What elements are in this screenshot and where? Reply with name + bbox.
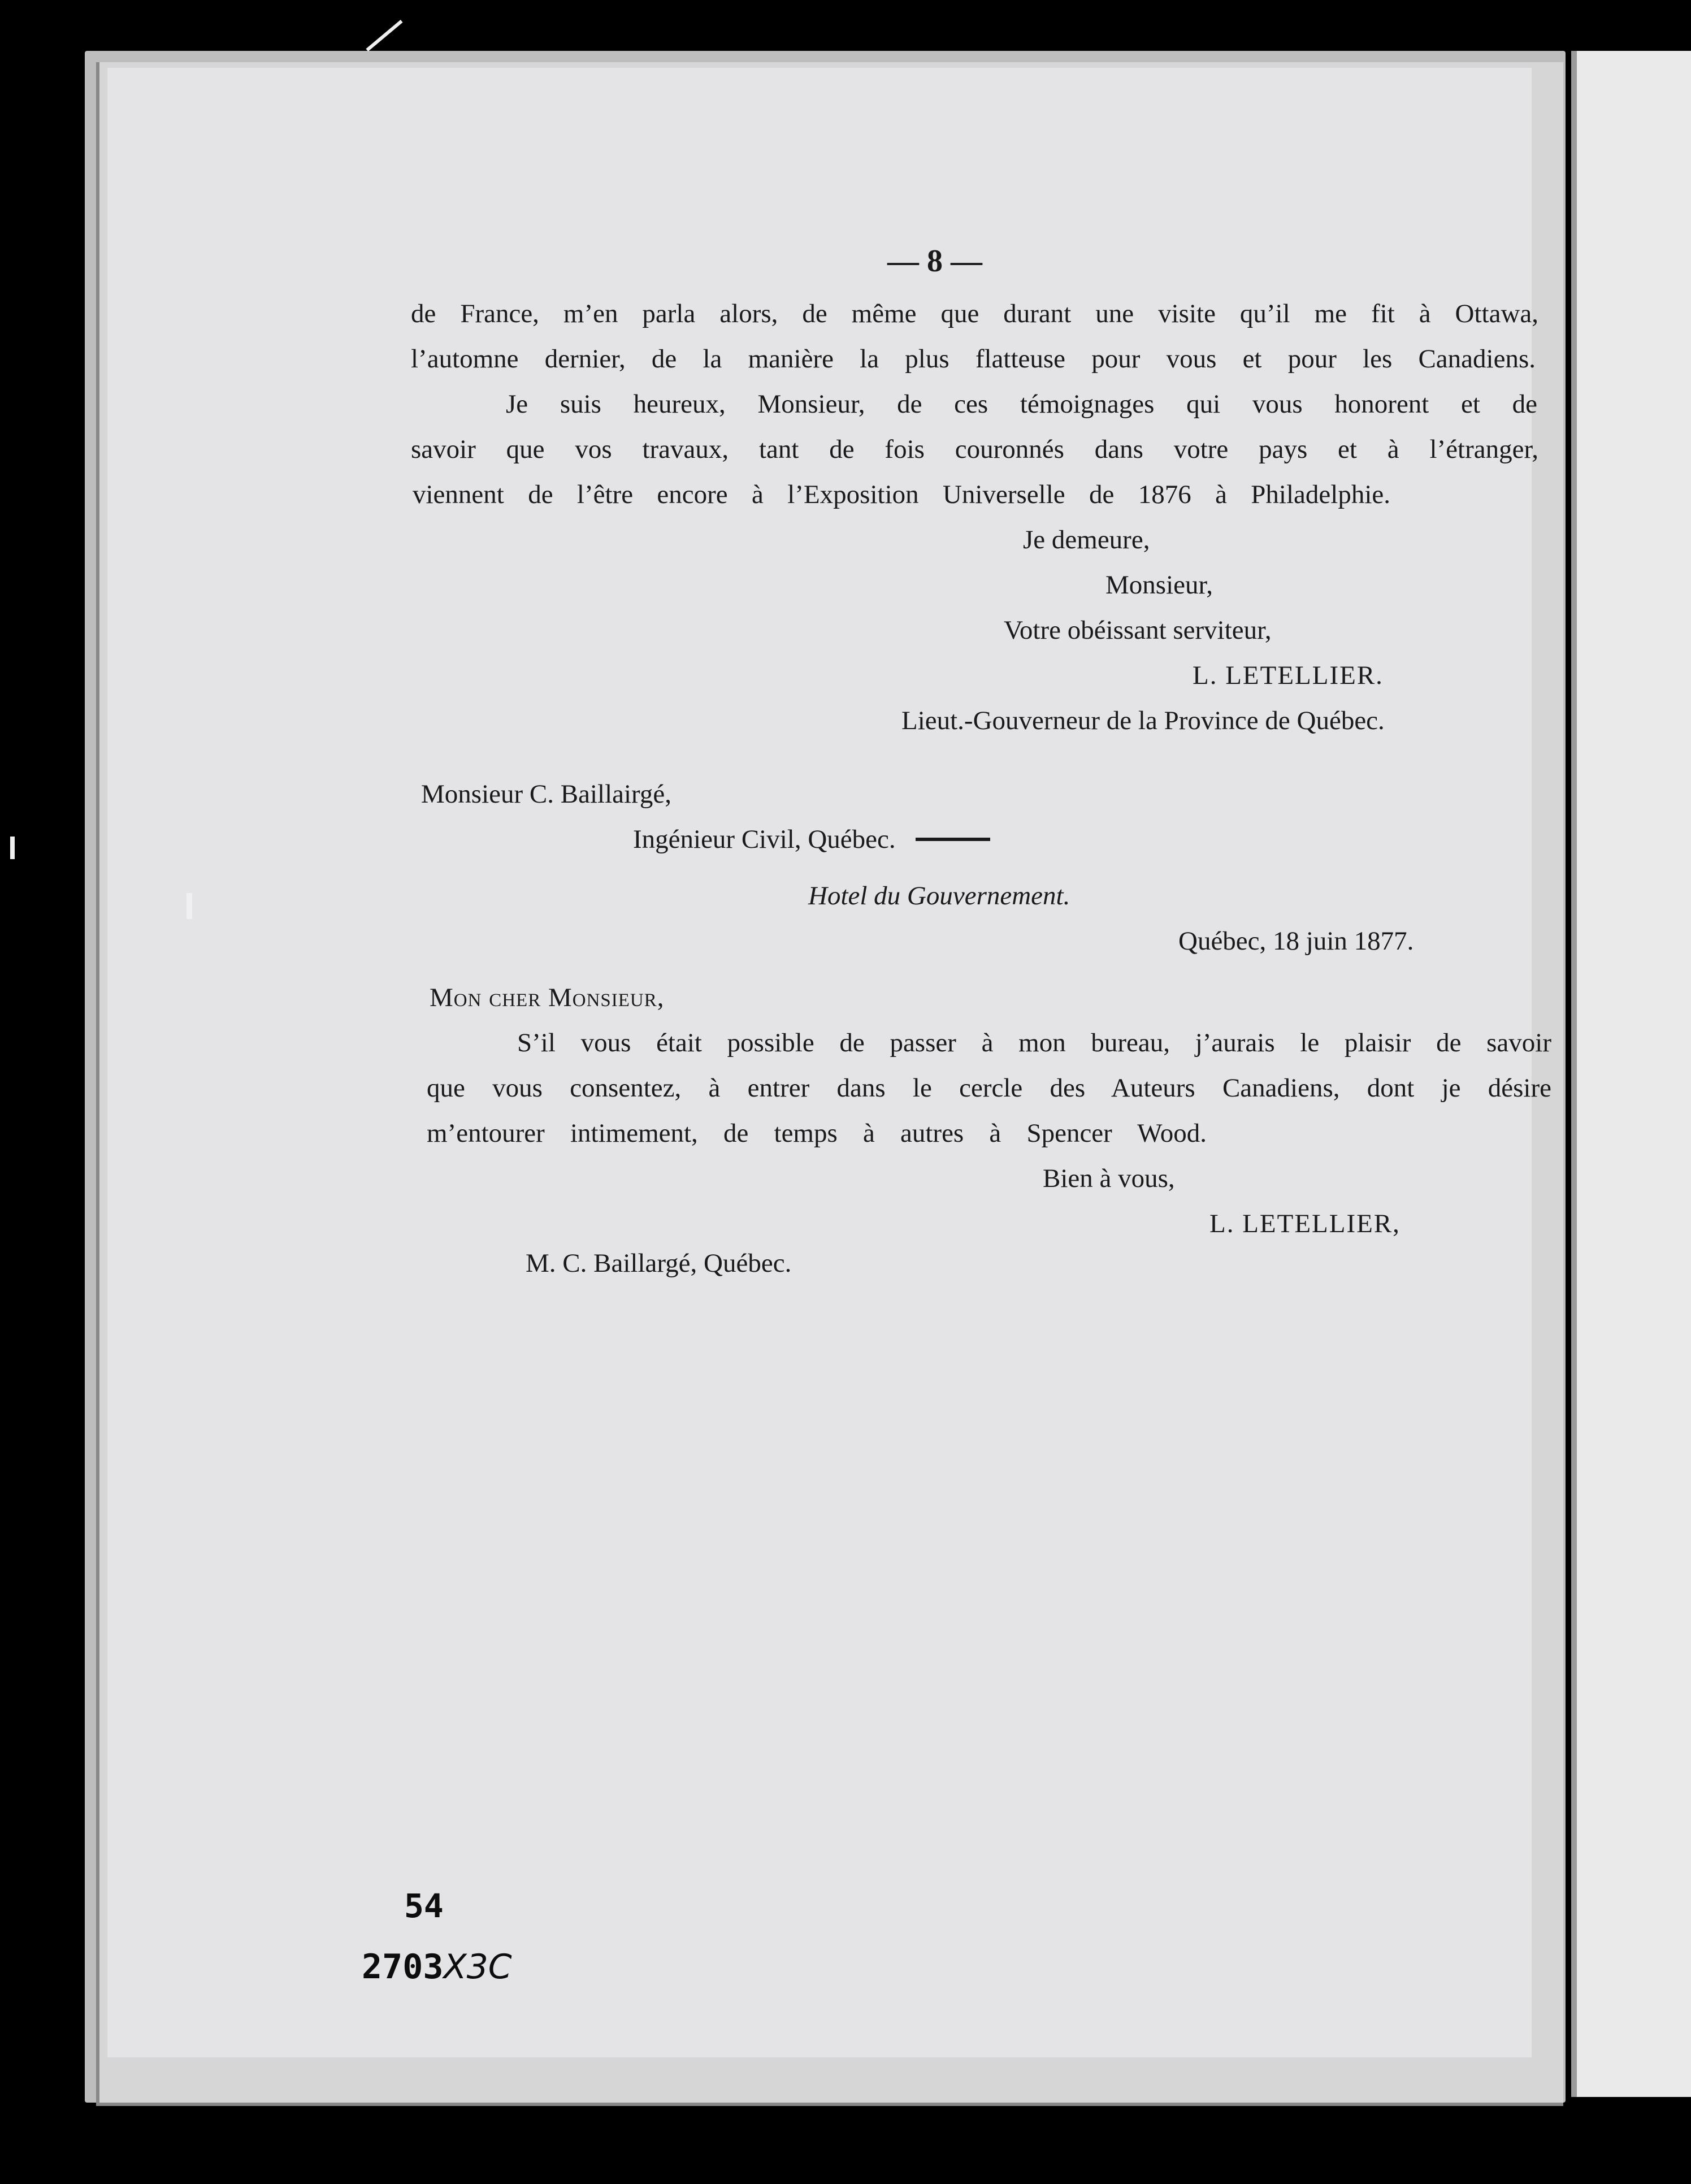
document-page [107, 68, 1551, 2057]
letter-1-signatory-title: Lieut.-Gouverneur de la Province de Québec. [901, 706, 1385, 735]
archive-stamp-code-printed: 2703 [362, 1947, 444, 1987]
letter-2-line-3: m’entourer intimement, de temps à autres à Spencer Wood. [427, 1119, 1207, 1148]
letter-1-line-2: l’automne dernier, de la manière la plus flatteuse pour vous et pour les Canadiens. [411, 344, 1536, 374]
letter-2-line-2: que vous consentez, à entrer dans le cercle des Auteurs Canadiens, dont je désire [427, 1073, 1551, 1103]
letter-1-signature: L. LETELLIER. [1193, 661, 1384, 690]
letter-2-addressee: M. C. Baillargé, Québec. [526, 1249, 792, 1278]
letter-1-line-1: de France, m’en parla alors, de même que durant une visite qu’il me fit à Ottawa, [411, 299, 1538, 328]
archive-stamp-code-handwritten: X3C [443, 1947, 512, 1987]
letter-2-heading: Hotel du Gouvernement. [808, 881, 1070, 911]
archive-stamp-number: 54 [404, 1887, 444, 1925]
scan-artifact [187, 893, 192, 919]
letter-2-date: Québec, 18 juin 1877. [1178, 926, 1414, 956]
letter-2-line-1: S’il vous était possible de passer à mon bureau, j’aurais le plaisir de savoir [517, 1028, 1551, 1058]
letter-1-line-3: Je suis heureux, Monsieur, de ces témoignages qui vous honorent et de [506, 389, 1537, 419]
letter-1-line-5: viennent de l’être encore à l’Exposition Universelle de 1876 à Philadelphie. [413, 480, 1390, 509]
archive-stamp-code [362, 1947, 512, 1987]
letter-1-closing-2: Monsieur, [1105, 570, 1213, 600]
letter-1-closing-3: Votre obéissant serviteur, [1004, 616, 1272, 645]
letter-2-closing: Bien à vous, [1043, 1164, 1175, 1193]
letter-1-addressee-place: Ingénieur Civil, Québec. [633, 825, 896, 854]
scan-artifact [366, 20, 402, 51]
section-divider [916, 838, 990, 841]
letter-1-addressee-name: Monsieur C. Baillairgé, [421, 779, 671, 809]
letter-2-signature: L. LETELLIER, [1209, 1209, 1401, 1238]
letter-1-closing-1: Je demeure, [1023, 525, 1150, 554]
letter-2-salutation: Mon cher Monsieur, [430, 983, 665, 1012]
letter-1-line-4: savoir que vos travaux, tant de fois couronnés dans votre pays et à l’étranger, [411, 435, 1538, 464]
page-number: — 8 — [887, 244, 982, 279]
scan-artifact [10, 837, 15, 859]
next-page-edge [1571, 51, 1691, 2097]
